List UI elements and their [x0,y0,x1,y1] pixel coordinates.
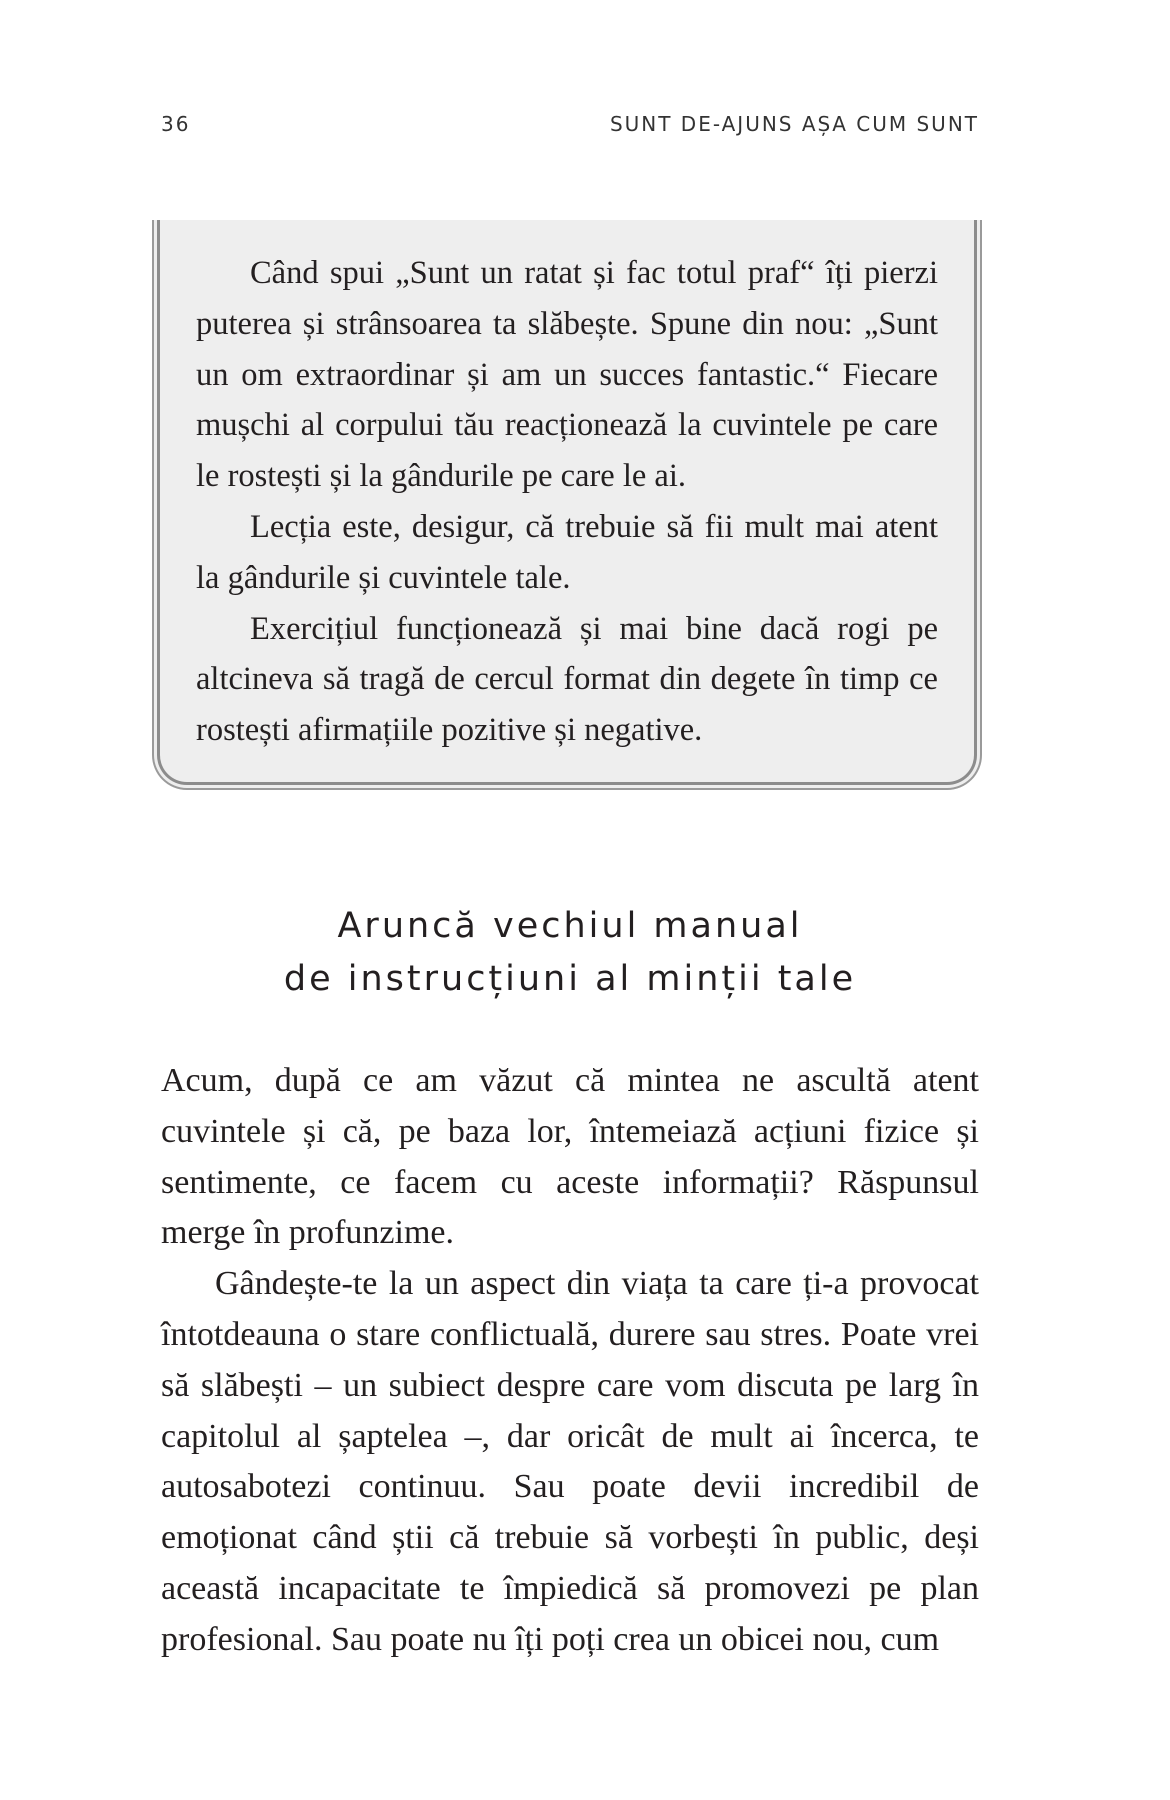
exercise-callout-text [196,248,938,756]
section-heading-line: Aruncă vechiul manual [337,906,803,946]
callout-paragraph: Exercițiul funcționează și mai bine dacă rogi pe altcineva să tragă de cercul format din degete în timp ce rostești afirmațiile pozitive și negative. [196,610,938,749]
body-paragraph: Acum, după ce am văzut că mintea ne ascultă atent cuvintele și că, pe baza lor, întemeiază acțiuni fizice și sentimente, ce facem cu aceste informații? Răspunsul merge în profunzime. [161,1062,979,1252]
body-text [161,1056,979,1666]
body-paragraph: Gândește-te la un aspect din viața ta care ți-a provocat întotdeauna o stare conflictuală, durere sau stres. Poate vrei să slăbești – un subiect despre care vom discuta pe larg în capitolul al șaptelea –, dar oricât de mult ai încerca, te autosabotezi continuu. Sau poate devii incredibil de emoționat când știi că trebuie să vorbești în public, deși această incapacitate te împiedică să promovezi pe plan profesional. Sau poate nu îți poți crea un obicei nou, cum [161,1265,979,1658]
running-header [161,112,979,140]
callout-paragraph: Când spui „Sunt un ratat și fac totul praf“ îți pierzi puterea și strânsoarea ta slăbește. Spune din nou: „Sunt un om extraordinar și am un succes fantastic.“ Fiecare mușchi al corpului tău reacționează la cuvintele pe care le rostești și la gândurile pe care le ai. [196,255,938,495]
section-heading [161,900,979,1006]
page-number: 36 [161,112,191,136]
section-heading-line: de instrucțiuni al minții tale [283,959,857,999]
book-title: SUNT DE-AJUNS AȘA CUM SUNT [609,112,979,136]
callout-paragraph: Lecția este, desigur, că trebuie să fii mult mai atent la gândurile și cuvintele tale. [196,508,938,596]
